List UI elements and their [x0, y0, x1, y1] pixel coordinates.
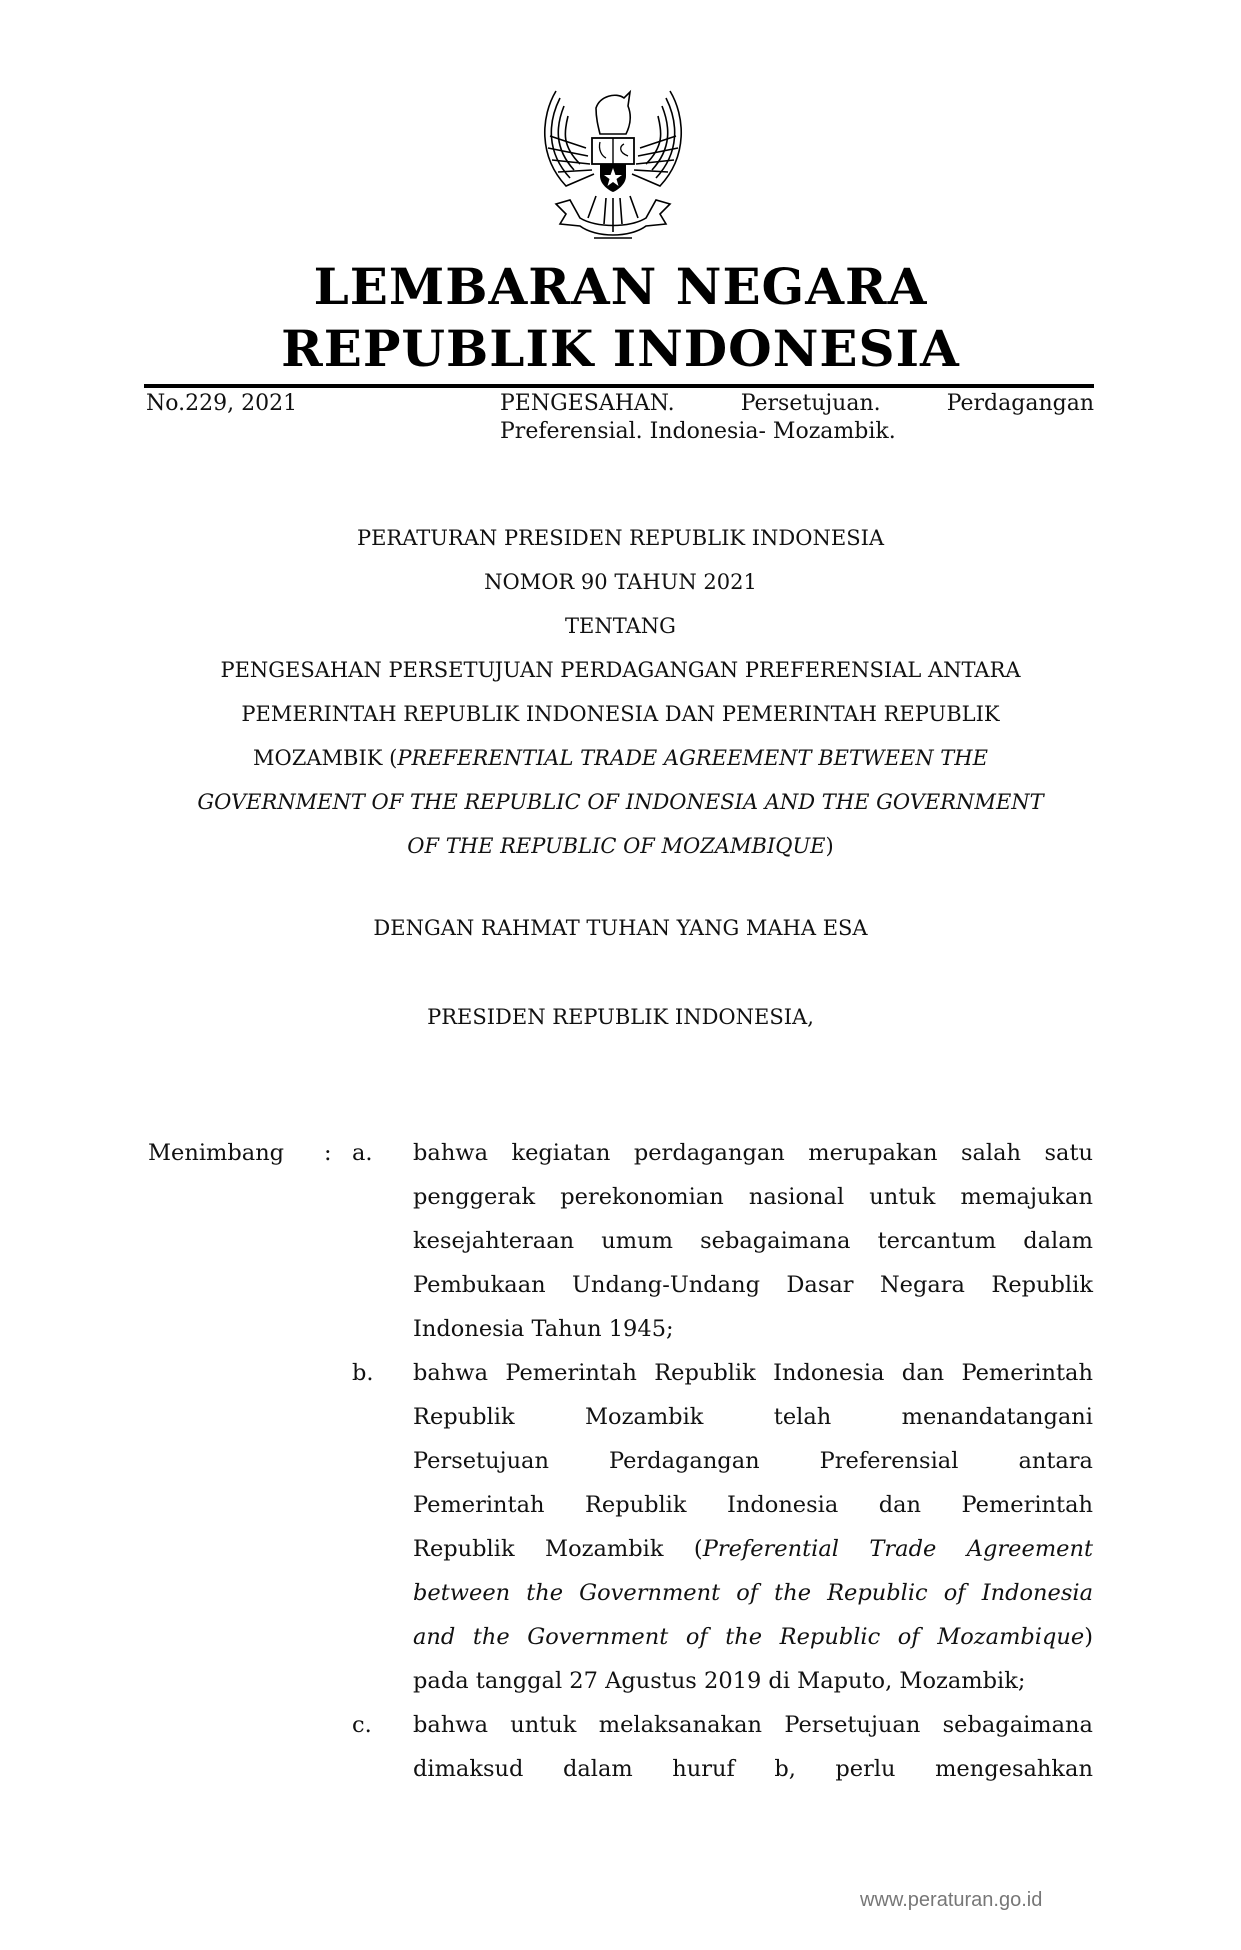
subject-italic-text: GOVERNMENT OF THE REPUBLIC OF INDONESIA AND THE GOVERNMENT: [197, 790, 1044, 814]
word: dalam: [562, 1756, 633, 1782]
word: satu: [1044, 1140, 1093, 1166]
garuda-emblem-icon: [536, 86, 690, 244]
item-line: [413, 1483, 1093, 1527]
word: bahwa: [413, 1360, 488, 1386]
item-italic-text: between the Government of the Republic of Indonesia: [413, 1580, 1093, 1606]
blessing-line: DENGAN RAHMAT TUHAN YANG MAHA ESA: [373, 916, 868, 940]
word: Republik: [654, 1360, 756, 1386]
word: Pemerintah: [413, 1492, 545, 1518]
word: untuk: [510, 1712, 577, 1738]
item-letter-c: c.: [352, 1712, 372, 1738]
item-letter-b: b.: [352, 1360, 374, 1386]
item-italic-text: Preferential Trade Agreement: [702, 1536, 1093, 1562]
word: telah: [773, 1404, 832, 1430]
word: Pembukaan: [413, 1272, 546, 1298]
considering-item-b: [413, 1351, 1093, 1703]
word: tercantum: [877, 1228, 997, 1254]
word: perlu: [835, 1756, 896, 1782]
item-line: [413, 1703, 1093, 1747]
item-line: pada tanggal 27 Agustus 2019 di Maputo, Mozambik;: [413, 1668, 1026, 1694]
subject-italic-text: PREFERENTIAL TRADE AGREEMENT BETWEEN THE: [397, 746, 988, 770]
word: Mozambik: [584, 1404, 704, 1430]
word: Perdagangan: [608, 1448, 760, 1474]
word: antara: [1018, 1448, 1093, 1474]
footer-website: www.peraturan.go.id: [860, 1889, 1043, 1911]
item-text: Republik Mozambik (: [413, 1536, 703, 1562]
considering-item-a: [413, 1131, 1093, 1351]
considering-label: Menimbang: [148, 1140, 285, 1166]
word: melaksanakan: [598, 1712, 763, 1738]
word: dan: [901, 1360, 945, 1386]
word: nasional: [748, 1184, 845, 1210]
item-line: [413, 1131, 1093, 1175]
word: merupakan: [808, 1140, 938, 1166]
word: kesejahteraan: [413, 1228, 575, 1254]
item-line: [413, 1395, 1093, 1439]
item-line: [413, 1175, 1093, 1219]
word: Republik: [584, 1492, 687, 1518]
word: dimaksud: [413, 1756, 524, 1782]
summary-word: Perdagangan: [946, 391, 1094, 416]
word: dalam: [1023, 1228, 1093, 1254]
item-text: ): [1084, 1624, 1093, 1650]
gazette-summary: [500, 390, 1094, 446]
word: b,: [774, 1756, 796, 1782]
word: umum: [601, 1228, 673, 1254]
regulation-subject-line: PEMERINTAH REPUBLIK INDONESIA DAN PEMERINTAH REPUBLIK: [241, 702, 1000, 726]
word: bahwa: [413, 1712, 488, 1738]
word: Pemerintah: [505, 1360, 637, 1386]
item-line: [413, 1263, 1093, 1307]
gazette-title-line1: LEMBARAN NEGARA: [313, 257, 928, 316]
word: Dasar: [786, 1272, 854, 1298]
word: perdagangan: [633, 1140, 785, 1166]
word: Undang-Undang: [572, 1272, 760, 1298]
item-line: [413, 1439, 1093, 1483]
considering-colon: :: [324, 1140, 332, 1166]
word: penggerak: [413, 1184, 536, 1210]
regulation-about: TENTANG: [565, 614, 676, 638]
word: kegiatan: [511, 1140, 611, 1166]
item-line: [413, 1219, 1093, 1263]
word: Republik: [413, 1404, 515, 1430]
word: untuk: [869, 1184, 936, 1210]
summary-word: PENGESAHAN.: [500, 391, 675, 416]
word: Republik: [991, 1272, 1093, 1298]
word: menandatangani: [901, 1404, 1093, 1430]
word: perekonomian: [560, 1184, 724, 1210]
president-line: PRESIDEN REPUBLIK INDONESIA,: [427, 1005, 814, 1029]
word: Persetujuan: [784, 1712, 921, 1738]
item-italic-text: and the Government of the Republic of Mozambique: [413, 1624, 1085, 1650]
regulation-subject-line: [0, 780, 1241, 824]
word: bahwa: [413, 1140, 488, 1166]
subject-italic-text: OF THE REPUBLIC OF MOZAMBIQUE: [407, 834, 826, 858]
word: sebagaimana: [942, 1712, 1093, 1738]
word: sebagaimana: [700, 1228, 851, 1254]
item-line: Indonesia Tahun 1945;: [413, 1316, 674, 1342]
regulation-subject-line: [0, 824, 1241, 868]
gazette-title-line2: REPUBLIK INDONESIA: [281, 319, 960, 378]
word: Indonesia: [773, 1360, 885, 1386]
word: Indonesia: [726, 1492, 839, 1518]
item-line: [413, 1747, 1093, 1791]
summary-word: Persetujuan.: [740, 391, 881, 416]
regulation-number: NOMOR 90 TAHUN 2021: [484, 570, 757, 594]
word: mengesahkan: [935, 1756, 1093, 1782]
word: Persetujuan: [413, 1448, 549, 1474]
subject-text: ): [825, 834, 834, 858]
regulation-subject-line: PENGESAHAN PERSETUJUAN PERDAGANGAN PREFERENSIAL ANTARA: [220, 658, 1021, 682]
word: Negara: [879, 1272, 965, 1298]
item-line: [413, 1527, 1093, 1571]
word: Preferensial: [819, 1448, 959, 1474]
considering-item-c: [413, 1703, 1093, 1791]
regulation-type: PERATURAN PRESIDEN REPUBLIK INDONESIA: [356, 526, 885, 550]
summary-line2: Preferensial. Indonesia- Mozambik.: [500, 419, 896, 444]
gazette-number: No.229, 2021: [146, 391, 298, 416]
regulation-subject-line: [0, 736, 1241, 780]
item-line: [413, 1571, 1093, 1615]
subject-text: MOZAMBIK (: [253, 746, 398, 770]
header-divider: [144, 384, 1094, 388]
item-line: [413, 1351, 1093, 1395]
word: Pemerintah: [961, 1492, 1093, 1518]
word: Pemerintah: [961, 1360, 1093, 1386]
word: salah: [960, 1140, 1022, 1166]
item-letter-a: a.: [352, 1140, 373, 1166]
regulation-heading: [0, 516, 1241, 868]
item-line: [413, 1615, 1093, 1659]
word: dan: [878, 1492, 922, 1518]
word: huruf: [672, 1756, 735, 1782]
word: memajukan: [960, 1184, 1093, 1210]
